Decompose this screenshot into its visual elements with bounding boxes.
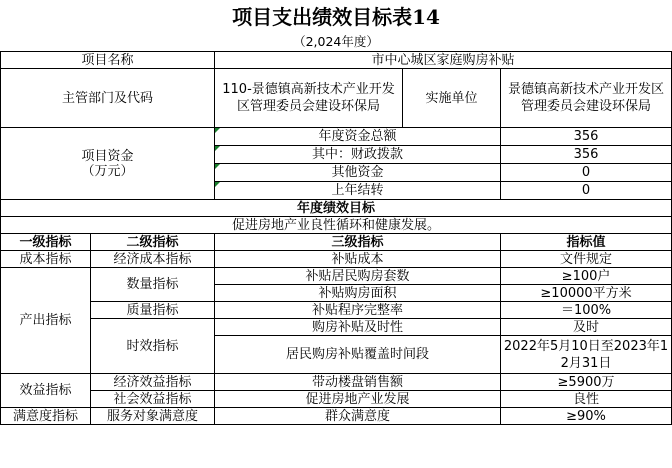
indicator-value: 及时 bbox=[501, 319, 672, 336]
level3-cell: 补贴程序完整率 bbox=[215, 302, 501, 319]
level1-cell: 效益指标 bbox=[1, 374, 91, 408]
table-row bbox=[1, 52, 672, 69]
table-row bbox=[1, 128, 672, 146]
level3-cell: 补贴购房面积 bbox=[215, 285, 501, 302]
indicator-value: ≥90% bbox=[501, 408, 672, 425]
implementing-unit-label: 实施单位 bbox=[403, 69, 501, 128]
fiscal-year: （2,024年度） bbox=[293, 34, 379, 49]
table-row bbox=[1, 251, 672, 268]
value-header: 指标值 bbox=[501, 234, 672, 251]
project-name-label: 项目名称 bbox=[1, 52, 215, 69]
indicator-value: 良性 bbox=[501, 391, 672, 408]
table-row bbox=[1, 391, 672, 408]
level3-cell: 补贴居民购房套数 bbox=[215, 268, 501, 285]
page-title: 项目支出绩效目标表14 bbox=[232, 5, 440, 29]
indicator-value: ＝100% bbox=[501, 302, 672, 319]
department-value: 110-景德镇高新技术产业开发区管理委员会建设环保局 bbox=[215, 69, 403, 128]
funds-row-value: 356 bbox=[501, 128, 672, 146]
level2-header: 二级指标 bbox=[91, 234, 215, 251]
indicator-value: 文件规定 bbox=[501, 251, 672, 268]
level3-cell: 购房补贴及时性 bbox=[215, 319, 501, 336]
level2-cell: 质量指标 bbox=[91, 302, 215, 319]
funds-row-value: 0 bbox=[501, 164, 672, 182]
table-row bbox=[1, 217, 672, 234]
table-row bbox=[1, 374, 672, 391]
annual-goal-header: 年度绩效目标 bbox=[1, 200, 672, 217]
table-row bbox=[1, 408, 672, 425]
funds-row-value: 0 bbox=[501, 182, 672, 200]
level3-cell: 居民购房补贴覆盖时间段 bbox=[215, 336, 501, 374]
level2-cell: 经济成本指标 bbox=[91, 251, 215, 268]
funds-row-label: 其他资金 bbox=[215, 164, 501, 182]
level1-cell: 产出指标 bbox=[1, 268, 91, 374]
indicator-value: ≥10000平方米 bbox=[501, 285, 672, 302]
department-label: 主管部门及代码 bbox=[1, 69, 215, 128]
funds-row-label: 其中：财政拨款 bbox=[215, 146, 501, 164]
table-row bbox=[1, 69, 672, 128]
level2-cell: 经济效益指标 bbox=[91, 374, 215, 391]
annual-goal-text: 促进房地产业良性循环和健康发展。 bbox=[1, 217, 672, 234]
level2-cell: 时效指标 bbox=[91, 319, 215, 374]
indicator-value: 2022年5月10日至2023年12月31日 bbox=[501, 336, 672, 374]
funds-label-line2: （万元） bbox=[81, 163, 134, 179]
table-row bbox=[1, 319, 672, 336]
level3-cell: 带动楼盘销售额 bbox=[215, 374, 501, 391]
implementing-unit-value: 景德镇高新技术产业开发区管理委员会建设环保局 bbox=[501, 69, 672, 128]
table-row bbox=[1, 302, 672, 319]
indicator-value: ≥5900万 bbox=[501, 374, 672, 391]
level1-cell: 成本指标 bbox=[1, 251, 91, 268]
level2-cell: 数量指标 bbox=[91, 268, 215, 302]
indicator-value: ≥100户 bbox=[501, 268, 672, 285]
performance-target-table bbox=[0, 51, 672, 425]
level1-header: 一级指标 bbox=[1, 234, 91, 251]
project-name-value: 市中心城区家庭购房补贴 bbox=[215, 52, 672, 69]
level3-cell: 群众满意度 bbox=[215, 408, 501, 425]
level2-cell: 服务对象满意度 bbox=[91, 408, 215, 425]
level2-cell: 社会效益指标 bbox=[91, 391, 215, 408]
table-row bbox=[1, 268, 672, 285]
funds-row-label: 上年结转 bbox=[215, 182, 501, 200]
funds-row-value: 356 bbox=[501, 146, 672, 164]
level3-cell: 促进房地产业发展 bbox=[215, 391, 501, 408]
funds-label bbox=[1, 128, 215, 200]
funds-label-line1: 项目资金 bbox=[81, 148, 134, 164]
table-row bbox=[1, 200, 672, 217]
level3-cell: 补贴成本 bbox=[215, 251, 501, 268]
funds-row-label: 年度资金总额 bbox=[215, 128, 501, 146]
level1-cell: 满意度指标 bbox=[1, 408, 91, 425]
level3-header: 三级指标 bbox=[215, 234, 501, 251]
table-row bbox=[1, 234, 672, 251]
